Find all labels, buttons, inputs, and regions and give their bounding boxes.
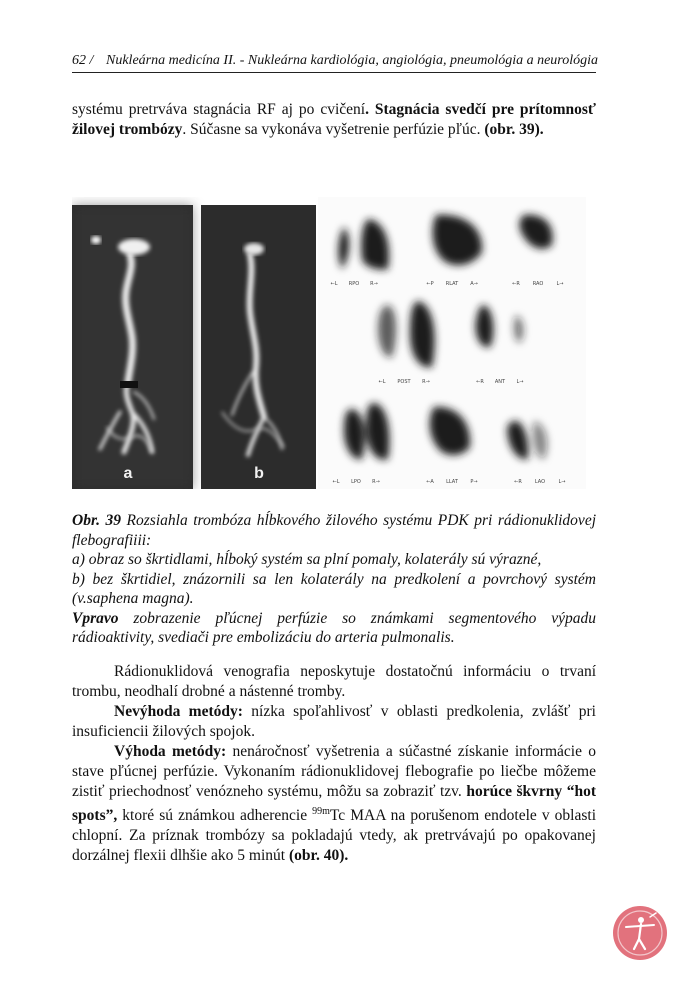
body-paragraph-3 xyxy=(72,742,596,866)
intro-figure-ref: (obr. 39). xyxy=(484,121,544,138)
scintigraphy-image xyxy=(72,197,586,489)
scan-label: LPO xyxy=(351,479,361,485)
scan-label: ←A xyxy=(426,479,434,485)
scan-label: LLAT xyxy=(446,479,458,485)
intro-bold: . Stagnácia svedčí pre prítomnosť žilovej trombózy xyxy=(72,101,597,138)
intro-text-1: systému pretrváva stagnácia RF aj po cvičení xyxy=(72,101,366,118)
figure-caption xyxy=(72,511,596,648)
advantage-text: nenáročnosť vyšetrenia a súčastné získanie informácie o stave pľúcnej perfúzie. Vykonaním rádionuklidovej flebografie po liečbe môžeme zistiť priechodnosť venózneho systému, môžu sa zobraziť tzv. xyxy=(72,743,596,800)
caption-line-b: b) bez škrtidiel, znázornili sa len kolaterály na predkolení a povrchový systém (v.saphena magna). xyxy=(72,570,596,607)
scan-label: LAO xyxy=(534,479,546,485)
advantage-text-2: ktoré sú známkou adherencie xyxy=(117,807,313,825)
scan-label: RLAT xyxy=(445,281,459,287)
scan-label: L→ xyxy=(558,479,566,485)
scan-label: L→ xyxy=(556,281,564,287)
caption-line-right xyxy=(72,609,596,648)
scan-label: R→ xyxy=(372,479,380,485)
lung-perfusion-panel xyxy=(318,197,586,489)
scan-label: RAO xyxy=(532,281,544,287)
hot-spots-term: horúce škvrny “hot spots”, xyxy=(72,783,596,825)
body-paragraph-2 xyxy=(72,702,596,742)
body-paragraph-1: Rádionuklidová venografia neposkytuje dostatočnú informáciu o trvaní trombu, neodhalí drobné a nástenné tromby. xyxy=(72,663,596,700)
scan-label: ←P xyxy=(426,281,434,287)
panel-label-a: a xyxy=(123,465,133,482)
figure-emblem-icon xyxy=(612,905,668,961)
advantage-text-3: Tc MAA na porušenom endotele v oblasti chlopní. Za príznak trombózy sa pokladajú vtedy, ak pretrvávajú po opakovanej dorzálnej flexii dlhšie ako 5 minút xyxy=(72,807,597,865)
publisher-logo xyxy=(612,905,668,961)
phlebography-panel-b xyxy=(201,205,316,489)
disadvantage-label: Nevýhoda metódy: xyxy=(114,703,243,720)
scan-label: POST xyxy=(397,379,411,385)
disadvantage-text: nízka spoľahlivosť v oblasti predkolenia, zvlášť pri insuficiencii žilových spojok. xyxy=(72,703,596,740)
caption-figure-number: Obr. 39 xyxy=(72,512,122,529)
caption-vpravo: Vpravo xyxy=(72,609,119,627)
scan-label: ←R xyxy=(476,379,484,385)
scan-label: ←L xyxy=(378,379,386,385)
scan-label: R→ xyxy=(422,379,430,385)
scan-label: R→ xyxy=(370,281,378,287)
page-header xyxy=(72,52,599,73)
phlebography-panel-a xyxy=(72,205,193,489)
panel-label-b: b xyxy=(254,465,264,482)
caption-text: Rozsiahla trombóza hĺbkového žilového systému PDK pri rádionuklidovej flebografiiii: xyxy=(72,512,597,549)
scan-label: ←L xyxy=(330,281,338,287)
scan-label: ←R xyxy=(512,281,520,287)
caption-line-1 xyxy=(72,511,596,550)
scan-label: RPO xyxy=(348,281,360,287)
scan-label: ←R xyxy=(514,479,522,485)
page-number: 62 / xyxy=(72,53,94,68)
scan-label: P→ xyxy=(470,479,478,485)
caption-line-a: a) obraz so škrtidlami, hĺboký systém sa plní pomaly, kolaterály sú výrazné, xyxy=(72,551,542,568)
intro-text-2: . Súčasne sa vykonáva vyšetrenie perfúzie pľúc. xyxy=(182,121,485,138)
advantage-label: Výhoda metódy: xyxy=(114,743,227,760)
caption-right-text: zobrazenie pľúcnej perfúzie so známkami segmentového výpadu rádioaktivity, svediači pre embolizáciu do arteria pulmonalis. xyxy=(72,609,596,646)
figure-40-ref: (obr. 40). xyxy=(288,847,349,865)
running-title: Nukleárna medicína II. - Nukleárna kardiológia, angiológia, pneumológia a neurológia xyxy=(106,53,599,68)
scan-label: ANT xyxy=(494,379,506,385)
scan-label: L→ xyxy=(516,379,524,385)
figure-39 xyxy=(72,197,586,489)
scan-label: A→ xyxy=(470,281,478,287)
body-text xyxy=(72,662,596,866)
isotope-superscript: 99m xyxy=(312,806,330,817)
intro-paragraph xyxy=(72,100,596,140)
scan-label: ←L xyxy=(332,479,340,485)
